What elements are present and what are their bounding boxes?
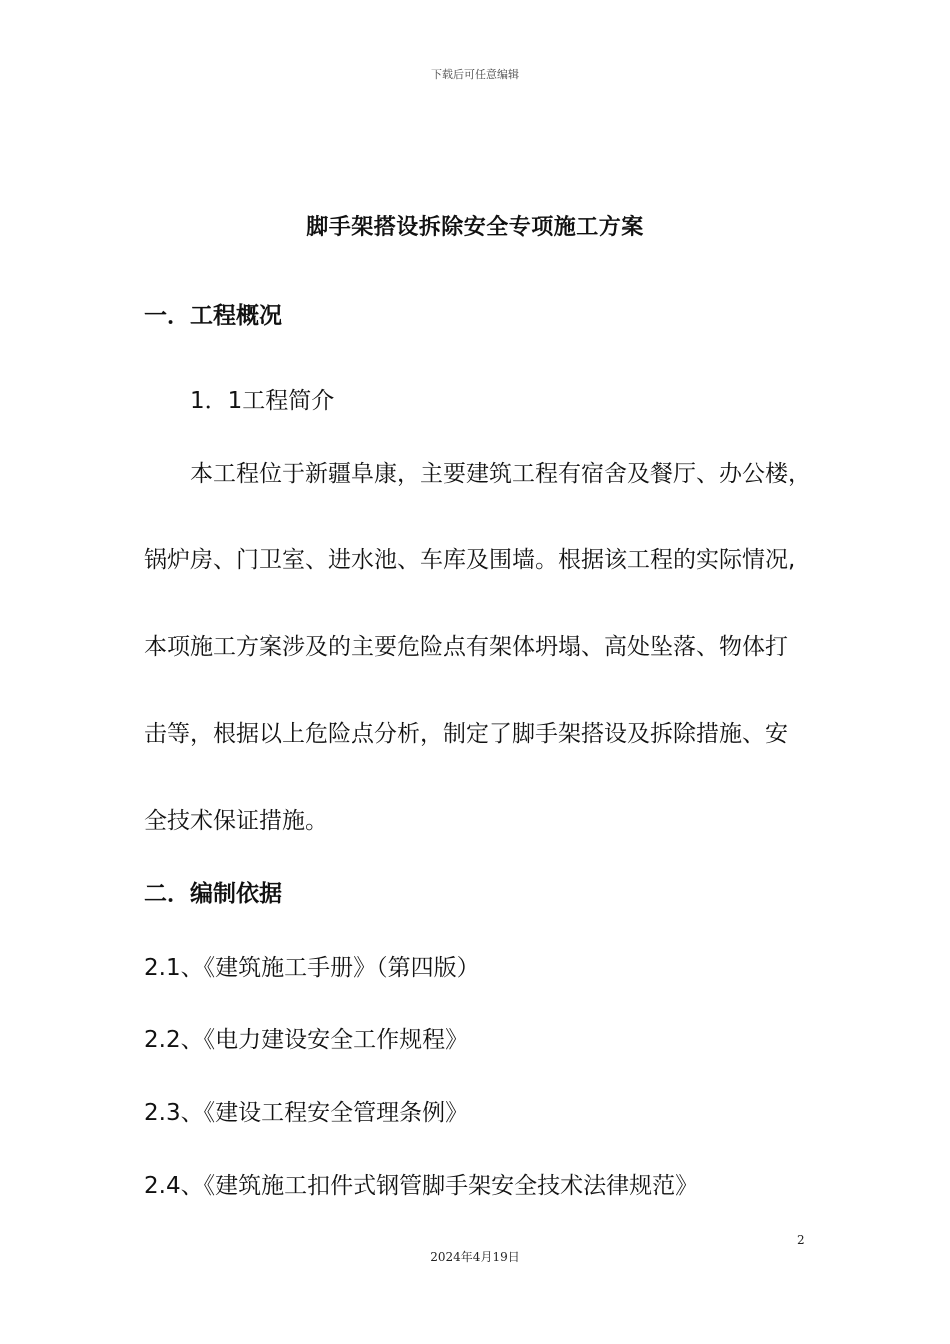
subheading-project-intro: 1．1工程简介 — [190, 388, 335, 414]
paragraph-line: 击等，根据以上危险点分析，制定了脚手架搭设及拆除措施、安 — [144, 721, 788, 747]
section-heading-overview: 一．工程概况 — [144, 303, 282, 329]
document-title: 脚手架搭设拆除安全专项施工方案 — [306, 215, 644, 240]
reference-item: 2.1、《建筑施工手册》（第四版） — [144, 955, 480, 981]
paragraph-line: 本项施工方案涉及的主要危险点有架体坍塌、高处坠落、物体打 — [144, 634, 788, 660]
paragraph-line: 本工程位于新疆阜康，主要建筑工程有宿舍及餐厅、办公楼， — [190, 461, 811, 487]
paragraph-line: 锅炉房、门卫室、进水池、车库及围墙。根据该工程的实际情况, — [144, 547, 796, 573]
page-number: 2 — [797, 1233, 805, 1247]
section-heading-basis: 二．编制依据 — [144, 881, 282, 907]
header-note: 下载后可任意编辑 — [431, 68, 519, 81]
reference-item: 2.2、《电力建设安全工作规程》 — [144, 1027, 469, 1053]
reference-item: 2.4、《建筑施工扣件式钢管脚手架安全技术法律规范》 — [144, 1173, 699, 1199]
reference-item: 2.3、《建设工程安全管理条例》 — [144, 1100, 469, 1126]
paragraph-line: 全技术保证措施。 — [144, 808, 328, 834]
footer-date: 2024年4月19日 — [430, 1250, 520, 1264]
